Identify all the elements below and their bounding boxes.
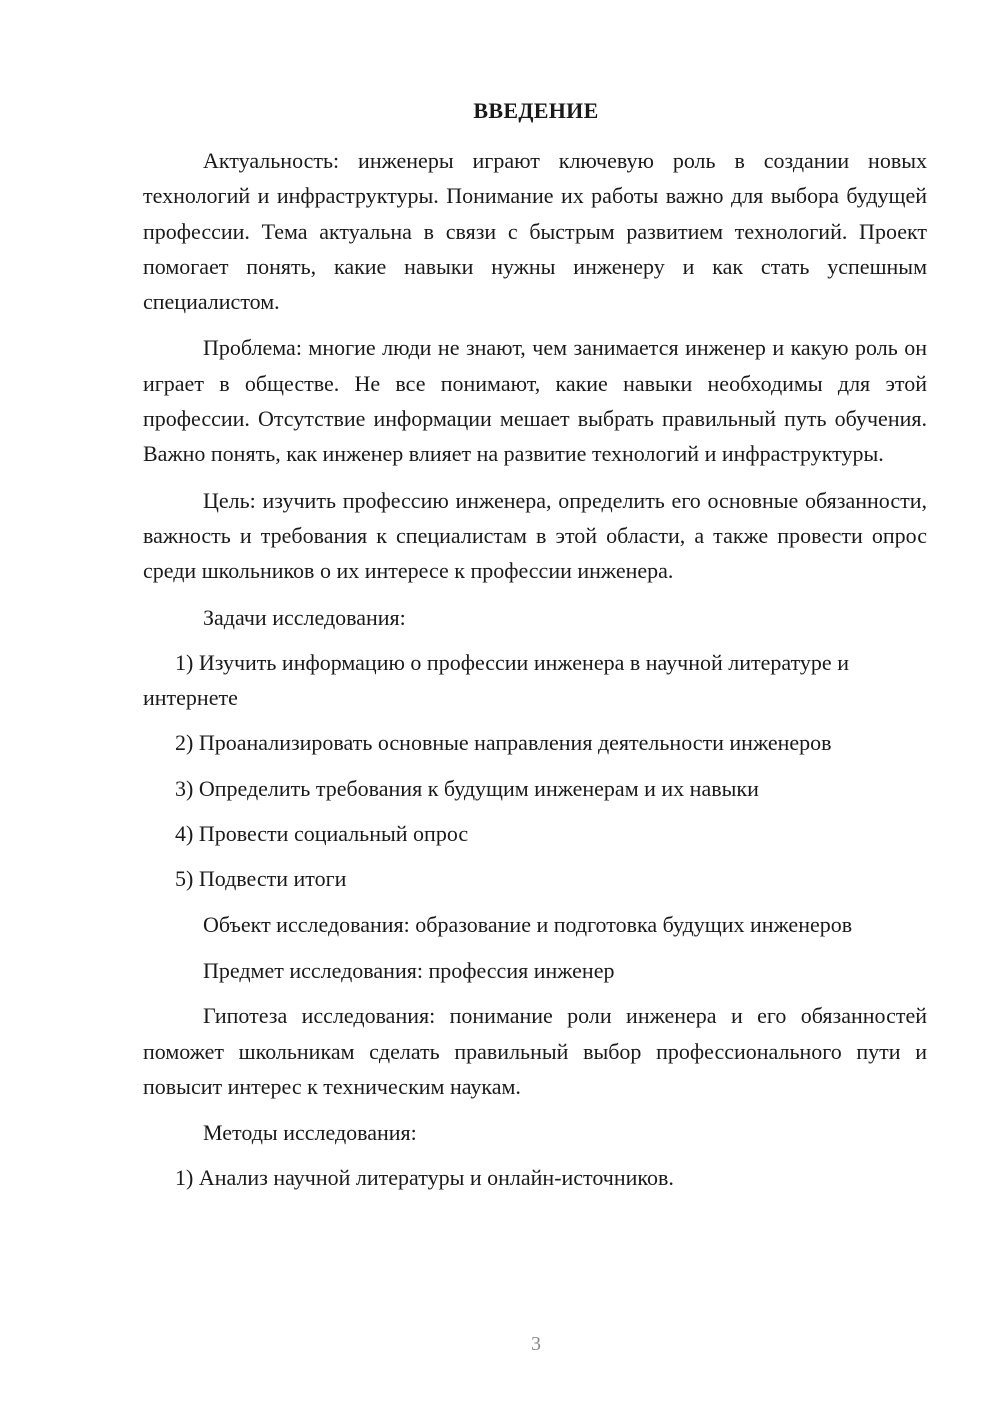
- page-number: 3: [531, 1333, 541, 1355]
- section-title: ВВЕДЕНИЕ: [473, 98, 599, 123]
- relevance-paragraph: Актуальность: инженеры играют ключевую роль в создании новых технологий и инфраструктуры. Понимание их работы важно для выбора будущей профессии. Тема актуальна в связи с быстрым развитием технологий. Проект помогает понять, какие навыки нужны инженеру и как стать успешным специалистом.: [143, 148, 927, 315]
- problem-paragraph: Проблема: многие люди не знают, чем занимается инженер и какую роль он играет в обществе. Не все понимают, какие навыки необходимы для этой профессии. Отсутствие информации мешает выбрать правильный путь обучения. Важно понять, как инженер влияет на развитие технологий и инфраструктуры.: [143, 335, 927, 467]
- task-item-1: 1) Изучить информацию о профессии инженера в научной литературе и интернете: [143, 649, 849, 711]
- method-item-1: 1) Анализ научной литературы и онлайн-источников.: [175, 1165, 674, 1191]
- hypothesis-paragraph: Гипотеза исследования: понимание роли инженера и его обязанностей поможет школьникам сделать правильный выбор профессионального пути и повысит интерес к техническим наукам.: [143, 1003, 927, 1099]
- object-paragraph: Объект исследования: образование и подготовка будущих инженеров: [203, 911, 853, 937]
- task-item-5: 5) Подвести итоги: [175, 866, 347, 892]
- methods-heading: Методы исследования:: [203, 1120, 417, 1146]
- task-item-2: 2) Проанализировать основные направления деятельности инженеров: [175, 730, 832, 756]
- document-body: [143, 143, 927, 1206]
- goal-paragraph: Цель: изучить профессию инженера, определить его основные обязанности, важность и требования к специалистам в этой области, а также провести опрос среди школьников о их интересе к профессии инженера.: [143, 487, 927, 584]
- subject-paragraph: Предмет исследования: профессия инженер: [203, 957, 615, 983]
- task-item-3: 3) Определить требования к будущим инженерам и их навыки: [175, 775, 759, 801]
- tasks-heading: Задачи исследования:: [203, 604, 406, 630]
- task-item-4: 4) Провести социальный опрос: [175, 821, 469, 847]
